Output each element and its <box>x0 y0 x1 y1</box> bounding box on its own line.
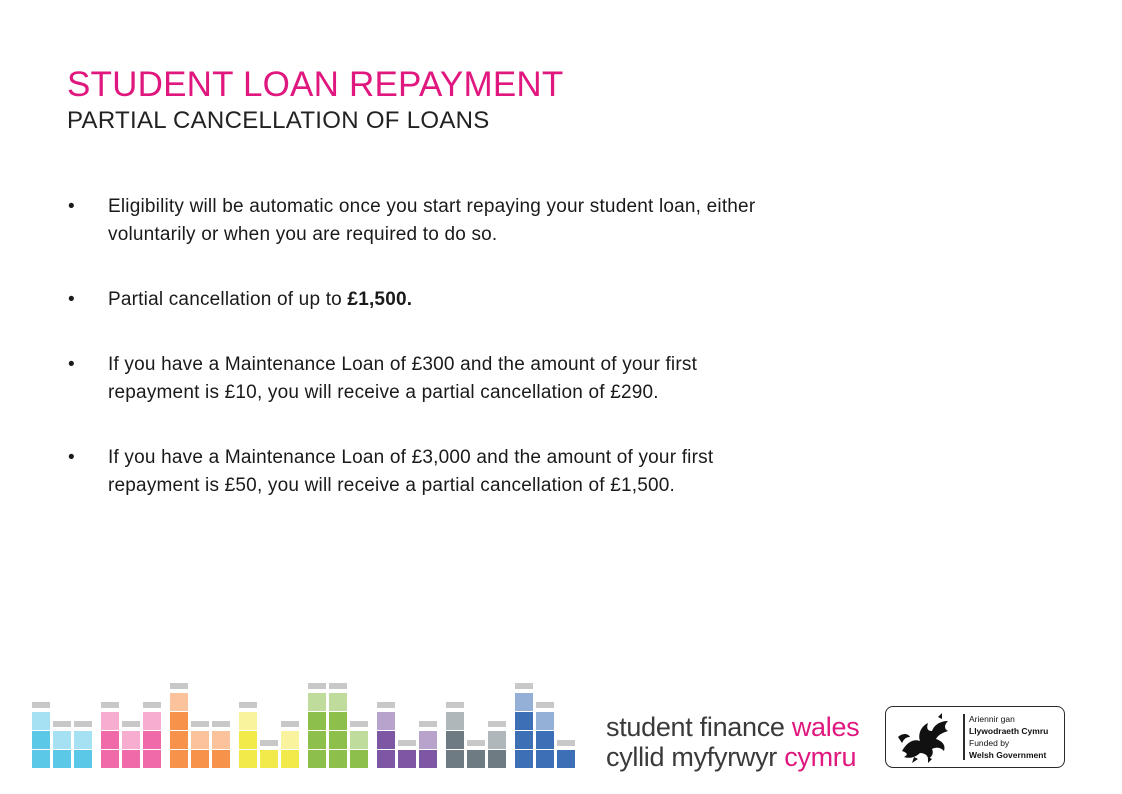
welsh-government-logo <box>885 706 1065 768</box>
bar-cap <box>212 721 230 727</box>
bullet-marker: • <box>68 354 75 375</box>
bar-square <box>32 712 50 730</box>
bar-square <box>515 750 533 768</box>
bar-square <box>329 712 347 730</box>
bar-square <box>122 731 140 749</box>
bar-square <box>170 712 188 730</box>
bar-square <box>170 750 188 768</box>
bar-cap <box>398 740 416 746</box>
bar-cap <box>308 683 326 689</box>
bar-square <box>281 750 299 768</box>
bar-cap <box>419 721 437 727</box>
bar-square <box>143 712 161 730</box>
bar-square <box>308 750 326 768</box>
bar-square <box>32 750 50 768</box>
bar-cap <box>488 721 506 727</box>
bar-square <box>377 750 395 768</box>
bar-square <box>350 731 368 749</box>
bullet-text-line: Eligibility will be automatic once you start repaying your student loan, either <box>108 196 756 217</box>
bar-cap <box>74 721 92 727</box>
bar-square <box>536 712 554 730</box>
bar-square <box>467 750 485 768</box>
bar-square <box>260 750 278 768</box>
bar-square <box>515 731 533 749</box>
bar-square <box>101 750 119 768</box>
bullet-amount: £1,500. <box>347 289 413 310</box>
bar-square <box>143 731 161 749</box>
bar-square <box>101 731 119 749</box>
bullet-text-line: voluntarily or when you are required to do so. <box>108 224 498 245</box>
logo-line-english <box>606 712 859 742</box>
bar-square <box>377 712 395 730</box>
bar-square <box>419 750 437 768</box>
title-block <box>67 66 563 135</box>
bar-square <box>446 731 464 749</box>
bar-square <box>308 712 326 730</box>
bar-square <box>212 750 230 768</box>
bar-square <box>101 712 119 730</box>
bar-cap <box>329 683 347 689</box>
gov-text-line: Llywodraeth Cymru <box>969 726 1049 736</box>
bar-cap <box>101 702 119 708</box>
bar-square <box>122 750 140 768</box>
list-item <box>68 193 918 249</box>
student-finance-wales-logo <box>606 712 859 772</box>
bar-square <box>170 731 188 749</box>
bar-cap <box>281 721 299 727</box>
bar-cap <box>239 702 257 708</box>
bar-square <box>308 693 326 711</box>
decorative-equalizer-bars <box>32 670 562 770</box>
list-item <box>68 286 918 314</box>
bar-square <box>536 731 554 749</box>
logo-text: student finance <box>606 712 792 742</box>
bar-square <box>446 750 464 768</box>
bar-cap <box>515 683 533 689</box>
bar-square <box>191 750 209 768</box>
bullet-marker: • <box>68 447 75 468</box>
bar-square <box>53 731 71 749</box>
bullet-text-line: repayment is £10, you will receive a partial cancellation of £290. <box>108 382 659 403</box>
bar-square <box>239 712 257 730</box>
bar-square <box>377 731 395 749</box>
gov-logo-text <box>969 713 1048 761</box>
bar-square <box>329 693 347 711</box>
logo-accent-text: wales <box>791 712 860 742</box>
bar-square <box>557 750 575 768</box>
bullet-marker: • <box>68 289 75 310</box>
bar-square <box>32 731 50 749</box>
bullet-list <box>68 193 918 537</box>
logo-line-welsh <box>606 742 859 772</box>
bar-square <box>170 693 188 711</box>
gov-text-line: Funded by <box>969 738 1010 748</box>
bar-square <box>488 750 506 768</box>
bar-square <box>74 750 92 768</box>
page-subtitle: PARTIAL CANCELLATION OF LOANS <box>67 107 490 134</box>
bar-cap <box>53 721 71 727</box>
bullet-text-line: repayment is £50, you will receive a partial cancellation of £1,500. <box>108 475 676 496</box>
bar-cap <box>143 702 161 708</box>
bullet-marker: • <box>68 196 75 217</box>
bar-cap <box>377 702 395 708</box>
bar-square <box>350 750 368 768</box>
bar-square <box>419 731 437 749</box>
bar-cap <box>191 721 209 727</box>
bullet-text-line: If you have a Maintenance Loan of £300 and the amount of your first <box>108 354 698 375</box>
page-title: STUDENT LOAN REPAYMENT <box>67 65 564 104</box>
logo-accent-text: cymru <box>784 742 857 772</box>
bullet-text: Partial cancellation of up to <box>108 289 348 310</box>
bar-cap <box>350 721 368 727</box>
bar-square <box>191 731 209 749</box>
bar-square <box>329 750 347 768</box>
bar-square <box>515 712 533 730</box>
bar-cap <box>122 721 140 727</box>
bar-square <box>74 731 92 749</box>
bar-square <box>281 731 299 749</box>
bar-square <box>536 750 554 768</box>
logo-divider <box>963 714 965 760</box>
list-item <box>68 444 918 500</box>
bar-square <box>308 731 326 749</box>
bar-cap <box>467 740 485 746</box>
bar-cap <box>32 702 50 708</box>
bar-square <box>143 750 161 768</box>
bar-square <box>515 693 533 711</box>
gov-text-line: Welsh Government <box>969 750 1047 760</box>
logo-text: cyllid myfyrwyr <box>606 742 785 772</box>
bar-cap <box>446 702 464 708</box>
bullet-text-line: If you have a Maintenance Loan of £3,000 and the amount of your first <box>108 447 714 468</box>
bar-cap <box>170 683 188 689</box>
bar-square <box>239 750 257 768</box>
welsh-dragon-icon <box>894 711 958 765</box>
gov-text-line: Ariennir gan <box>969 714 1015 724</box>
list-item <box>68 351 918 407</box>
bar-cap <box>260 740 278 746</box>
bar-cap <box>536 702 554 708</box>
bar-square <box>53 750 71 768</box>
bar-square <box>446 712 464 730</box>
bar-cap <box>557 740 575 746</box>
bar-square <box>488 731 506 749</box>
bar-square <box>398 750 416 768</box>
bar-square <box>212 731 230 749</box>
bar-square <box>329 731 347 749</box>
bar-square <box>239 731 257 749</box>
